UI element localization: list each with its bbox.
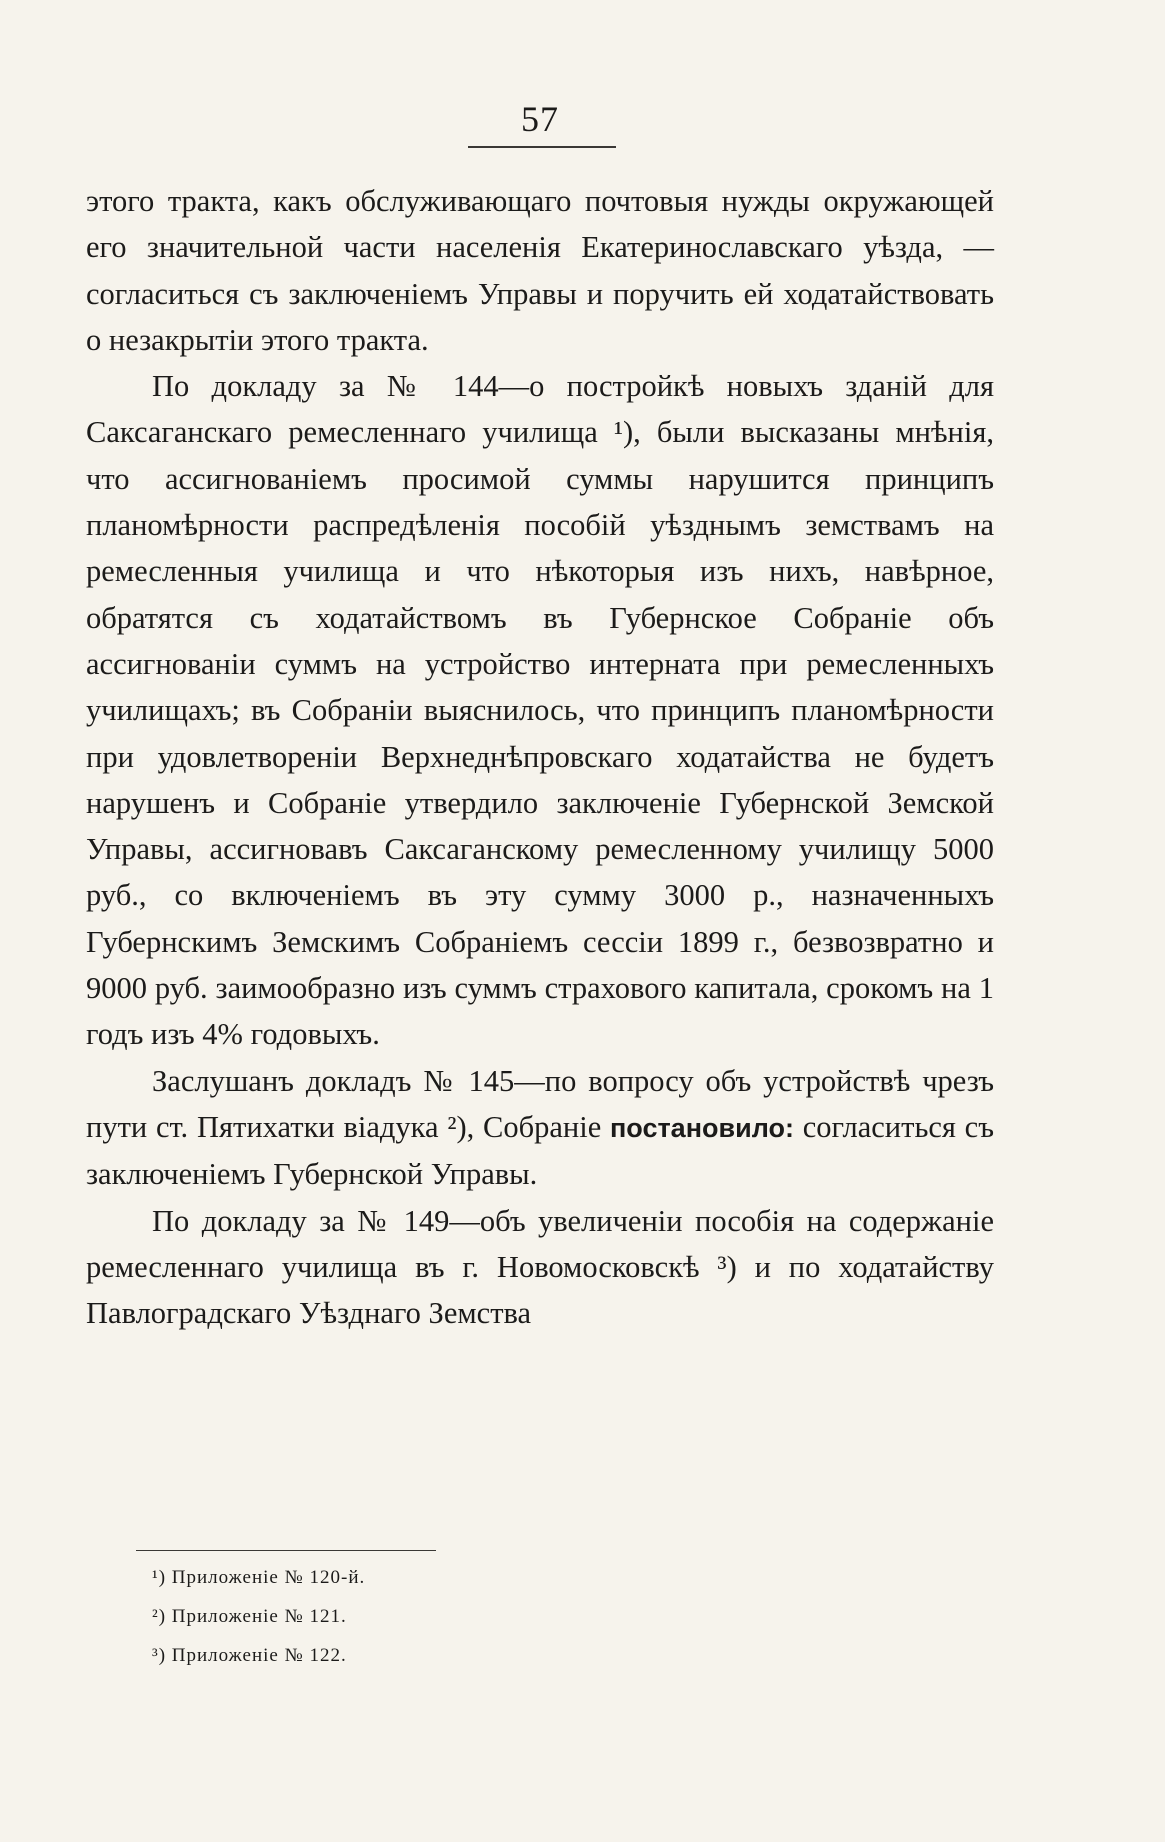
paragraph-continuation: этого тракта, какъ обслуживающаго почтовыя нужды окружающей его значительной части населенія Екатеринославскаго уѣзда, — согласиться съ заключеніемъ Управы и поручить ей ходатайствовать о незакрытіи этого тракта.: [86, 184, 994, 357]
paragraph-report-145-end: согласиться съ заключеніемъ Губернской Управы.: [86, 1109, 994, 1192]
page-number-rule: [468, 146, 616, 148]
paragraph-report-145-start: Заслушанъ докладъ № 145—по вопросу объ устройствѣ чрезъ пути ст. Пятихатки віадука ²), Собраніе: [86, 1063, 994, 1144]
footnotes: [152, 1558, 365, 1675]
footnote-1: ¹) Приложеніе № 120-й.: [152, 1567, 366, 1588]
page-number: 57: [521, 99, 559, 139]
paragraph-report-145: [86, 1058, 994, 1198]
paragraph-report-149: По докладу за № 149—объ увеличеніи пособія на содержаніе ремесленнаго училища въ г. Новомосковскѣ ³) и по ходатайству Павлоградскаго Уѣзднаго Земства: [86, 1203, 994, 1331]
footnote-2: ²) Приложеніе № 121.: [152, 1606, 347, 1627]
paragraph-report-144: По докладу за № 144—о постройкѣ новыхъ зданій для Саксаганскаго ремесленнаго училища ¹), были высказаны мнѣнія, что ассигнованіемъ просимой суммы нарушится принципъ планомѣрности распредѣленія пособій уѣзднымъ земствамъ на ремесленныя училища и что нѣкоторыя изъ нихъ, навѣрное, обратятся съ ходатайствомъ въ Губернское Собраніе объ ассигнованіи суммъ на устройство интерната при ремесленныхъ училищахъ; въ Собраніи выяснилось, что принципъ планомѣрности при удовлетвореніи Верхнеднѣпровскаго ходатайства не будетъ нарушенъ и Собраніе утвердило заключеніе Губернской Земской Управы, ассигновавъ Саксаганскому ремесленному училищу 5000 руб., со включеніемъ въ эту сумму 3000 р., назначенныхъ Губернскимъ Земскимъ Собраніемъ сессіи 1899 г., безвозвратно и 9000 руб. заимообразно изъ суммъ страхового капитала, срокомъ на 1 годъ изъ 4% годовыхъ.: [86, 369, 994, 1052]
footnote-3: ³) Приложеніе № 122.: [152, 1645, 347, 1666]
resolution-keyword: постановило:: [610, 1112, 794, 1143]
body-text: [86, 178, 994, 1336]
footnote-rule: [136, 1550, 436, 1551]
